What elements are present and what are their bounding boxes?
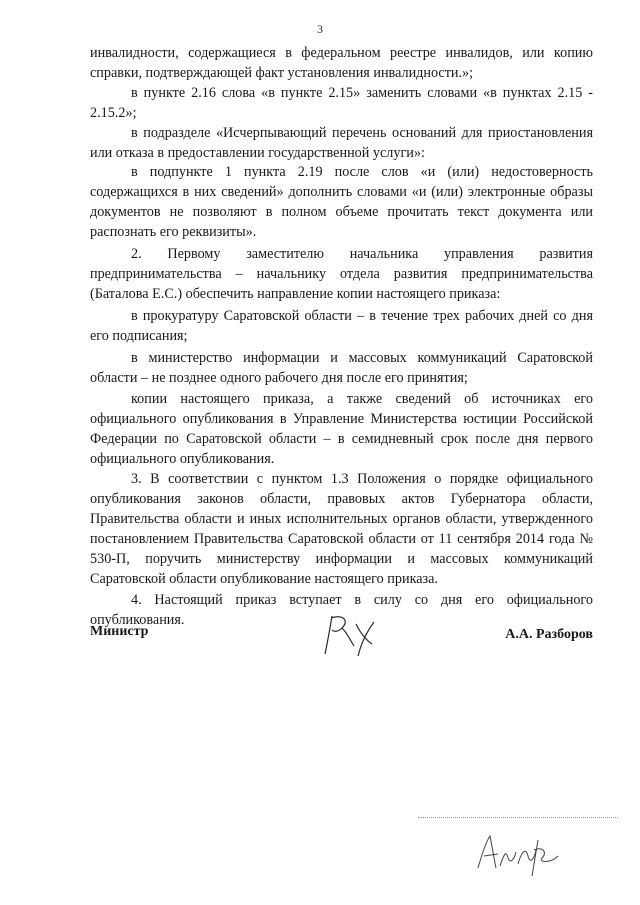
document-body [90, 44, 593, 631]
signature-block [90, 624, 593, 684]
paragraph-prosecutor: в прокуратуру Саратовской области – в течение трех рабочих дней со дня его подписания; [90, 307, 593, 344]
signatory-name: А.А. Разборов [505, 627, 593, 642]
paragraph-item-3: 3. В соответствии с пунктом 1.3 Положения о порядке официального опубликования законов области, правовых актов Губернатора области, Правительства области и иных исполнительных органов области, утвержденного постановлением Правительства Саратовской области от 11 сентября 2014 года № 530-П, поручить министерству информации и массовых коммуникаций Саратовской области опубликование настоящего приказа. [90, 471, 593, 587]
handwritten-signature [320, 610, 380, 662]
signatory-title: Министр [90, 624, 149, 639]
paragraph-item-4: 4. Настоящий приказ вступает в силу со дня его официального опубликования. [90, 592, 593, 629]
paragraph-ministry-justice: копии настоящего приказа, а также сведений об источниках его официального опубликования в Управление Министерства юстиции Российской Федерации по Саратовской области – в семидневный срок после дня первого официального опубликования. [90, 391, 593, 468]
footer-divider [418, 817, 618, 820]
paragraph-clause-2-19: в подпункте 1 пункта 2.19 после слов «и (или) недостоверность содержащихся в них сведений» дополнить словами «и (или) электронные образы документов не позволяют в полном объеме прочитать текст документа или распознать его реквизиты». [90, 164, 593, 241]
paragraph-disability-documents: инвалидности, содержащиеся в федеральном реестре инвалидов, или копию справки, подтверждающей факт установления инвалидности.»; [90, 45, 593, 81]
handwritten-initials [470, 830, 570, 880]
page-number: 3 [317, 22, 323, 36]
paragraph-clause-2-16: в пункте 2.16 слова «в пункте 2.15» заменить словами «в пунктах 2.15 - 2.15.2»; [90, 84, 593, 121]
paragraph-subsection-grounds: в подразделе «Исчерпывающий перечень оснований для приостановления или отказа в предоставлении государственной услуги»: [90, 124, 593, 161]
paragraph-item-2: 2. Первому заместителю начальника управления развития предпринимательства – начальнику отдела развития предпринимательства (Баталова Е.С.) обеспечить направление копии настоящего приказа: [90, 246, 593, 302]
paragraph-ministry-information: в министерство информации и массовых коммуникаций Саратовской области – не позднее одного рабочего дня после его принятия; [90, 349, 593, 386]
